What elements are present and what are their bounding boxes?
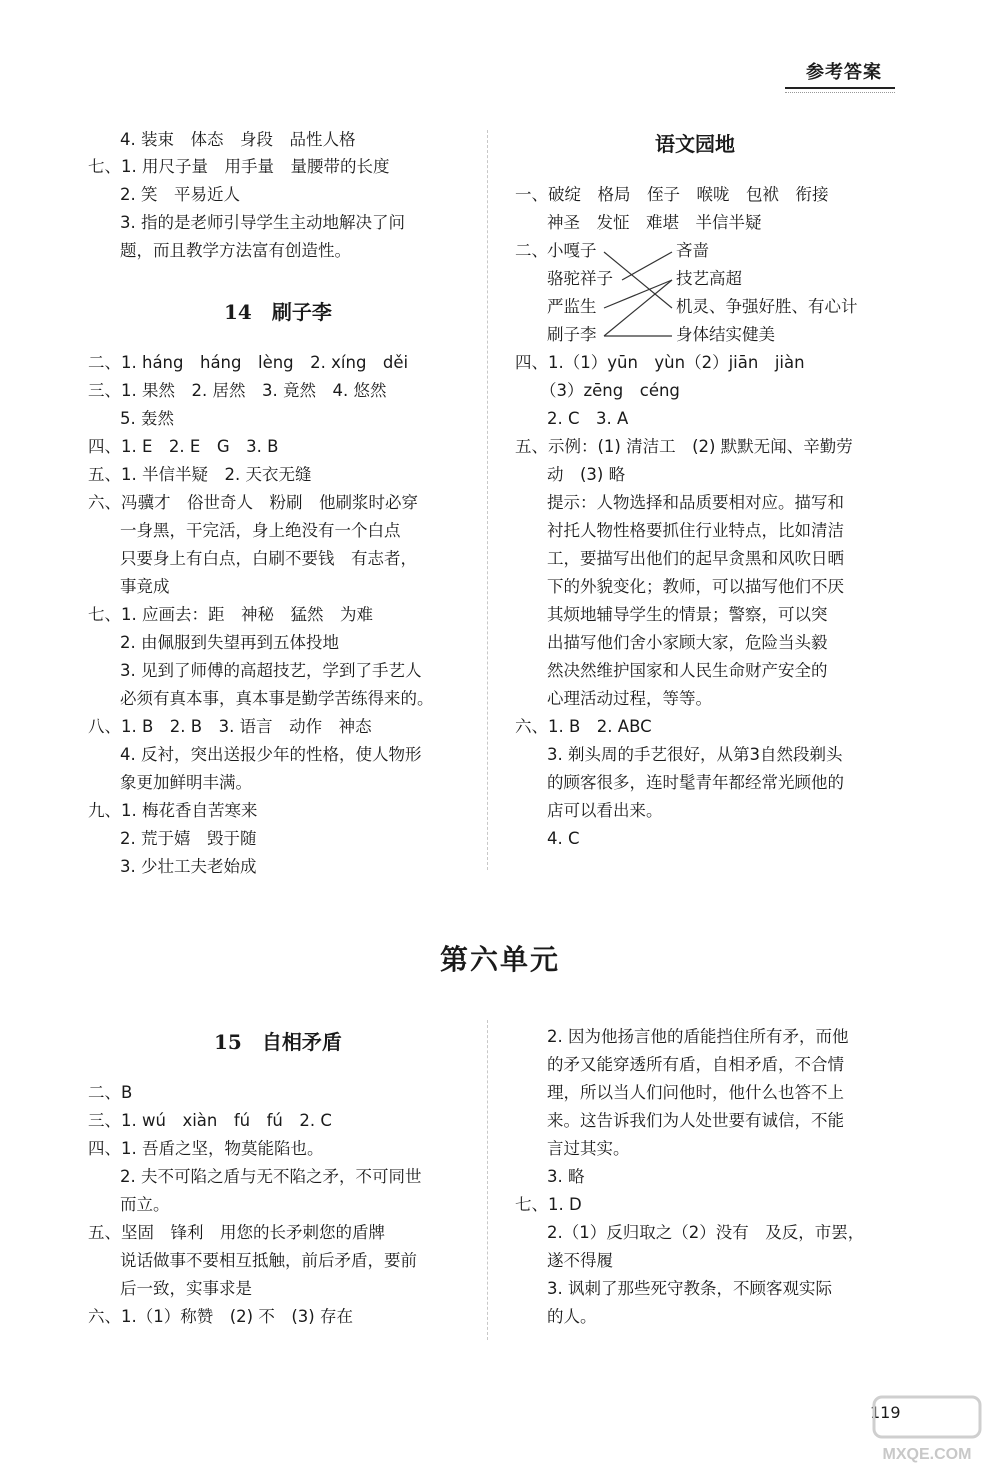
answer-line: 店可以看出来。 bbox=[547, 801, 663, 820]
answer-line: 3. 讽刺了那些死守教条，不顾客观实际 bbox=[547, 1279, 832, 1298]
match-left-item: 小嘎子 bbox=[547, 241, 597, 260]
match-right-item: 技艺高超 bbox=[676, 269, 742, 288]
answer-line: 其烦地辅导学生的情景；警察，可以突 bbox=[547, 605, 828, 624]
answer-line: 四、1.（1）yūn yùn（2）jiān jiàn bbox=[515, 353, 805, 372]
answer-line: 动 (3) 略 bbox=[547, 465, 626, 484]
answer-line: 3. 略 bbox=[547, 1167, 585, 1186]
answer-line: 的顾客很多，连时髦青年都经常光顾他的 bbox=[547, 773, 844, 792]
column-divider-bottom bbox=[487, 1020, 488, 1340]
watermark-text: MXQE.COM bbox=[882, 1446, 972, 1463]
answer-line: 说话做事不要相互抵触，前后矛盾，要前 bbox=[120, 1251, 417, 1270]
answer-line: 4. 装束 体态 身段 品性人格 bbox=[120, 130, 356, 149]
answer-line: 2. 笑 平易近人 bbox=[120, 185, 240, 204]
match-left-item: 严监生 bbox=[547, 297, 597, 316]
answer-line: 遂不得履 bbox=[547, 1251, 613, 1270]
answer-line: 七、1. 用尺子量 用手量 量腰带的长度 bbox=[88, 157, 390, 176]
answer-line: 神圣 发怔 难堪 半信半疑 bbox=[547, 213, 762, 232]
answer-line: 题，而且教学方法富有创造性。 bbox=[120, 241, 351, 260]
answer-line: 工，要描写出他们的起早贪黑和风吹日晒 bbox=[547, 549, 844, 568]
page-number: 119 bbox=[870, 1403, 901, 1422]
answer-line: 八、1. B 2. B 3. 语言 动作 神态 bbox=[88, 717, 372, 736]
answer-line: 2. 由佩服到失望再到五体投地 bbox=[120, 633, 339, 652]
answer-line: 2. 荒于嬉 毁于随 bbox=[120, 829, 257, 848]
answer-line: 下的外貌变化；教师，可以描写他们不厌 bbox=[547, 577, 844, 596]
answer-line: 五、1. 半信半疑 2. 天衣无缝 bbox=[88, 465, 312, 484]
answer-line: 六、1.（1）称赞 (2) 不 (3) 存在 bbox=[88, 1307, 353, 1326]
answer-line: 2. 因为他扬言他的盾能挡住所有矛，而他 bbox=[547, 1027, 849, 1046]
match-line bbox=[622, 252, 672, 280]
match-right-item: 机灵、争强好胜、有心计 bbox=[676, 297, 858, 316]
answer-line: 来。这告诉我们为人处世要有诚信，不能 bbox=[547, 1111, 844, 1130]
answer-line: 2. 夫不可陷之盾与无不陷之矛，不可同世 bbox=[120, 1167, 422, 1186]
matching-lines bbox=[0, 0, 1000, 400]
answer-line: 而立。 bbox=[120, 1195, 170, 1214]
yuwen-title: 语文园地 bbox=[655, 132, 735, 156]
answer-line: 五、示例：(1) 清洁工 (2) 默默无闻、辛勤劳 bbox=[515, 437, 853, 456]
match-prefix: 二、 bbox=[515, 241, 548, 260]
answer-line: 事竟成 bbox=[120, 577, 170, 596]
answer-line: 七、1. 应画去：距 神秘 猛然 为难 bbox=[88, 605, 373, 624]
match-right-item: 身体结实健美 bbox=[676, 325, 775, 344]
answer-line: 2. C 3. A bbox=[547, 409, 629, 428]
match-line bbox=[604, 280, 672, 336]
answer-line: 二、1. háng háng lèng 2. xíng děi bbox=[88, 353, 409, 372]
match-left-item: 骆驼祥子 bbox=[547, 269, 613, 288]
answer-line: 三、1. 果然 2. 居然 3. 竟然 4. 悠然 bbox=[88, 381, 387, 400]
lesson14-title: 14 刷子李 bbox=[224, 300, 332, 324]
answer-line: 四、1. E 2. E G 3. B bbox=[88, 437, 279, 456]
answer-line: 一身黑，干完活，身上绝没有一个白点 bbox=[120, 521, 401, 540]
header-label: 参考答案 bbox=[806, 62, 882, 83]
answer-line: 然决然维护国家和人民生命财产安全的 bbox=[547, 661, 828, 680]
answer-line: 七、1. D bbox=[515, 1195, 582, 1214]
answer-line: 心理活动过程，等等。 bbox=[547, 689, 712, 708]
answer-line: 九、1. 梅花香自苦寒来 bbox=[88, 801, 258, 820]
answer-line: 六、1. B 2. ABC bbox=[515, 717, 652, 736]
answer-line: 4. 反衬，突出送报少年的性格，使人物形 bbox=[120, 745, 422, 764]
watermark-logo bbox=[872, 1395, 982, 1465]
answer-line: 二、B bbox=[88, 1083, 133, 1102]
answer-line: 的矛又能穿透所有盾，自相矛盾，不合情 bbox=[547, 1055, 844, 1074]
answer-line: 2.（1）反归取之（2）没有 及反，市罢， bbox=[547, 1223, 865, 1242]
answer-line: 提示：人物选择和品质要相对应。描写和 bbox=[547, 493, 844, 512]
unit-title: 第六单元 bbox=[439, 943, 560, 976]
lesson15-title: 15 自相矛盾 bbox=[214, 1030, 342, 1054]
answer-line: 象更加鲜明丰满。 bbox=[120, 773, 252, 792]
match-left-item: 刷子李 bbox=[547, 325, 597, 344]
answer-line: 一、破绽 格局 侄子 喉咙 包袱 衔接 bbox=[515, 185, 829, 204]
answer-line: 衬托人物性格要抓住行业特点，比如清洁 bbox=[547, 521, 844, 540]
answer-line: 的人。 bbox=[547, 1307, 597, 1326]
answer-line: 理，所以当人们问他时，他什么也答不上 bbox=[547, 1083, 844, 1102]
answer-line: 后一致，实事求是 bbox=[120, 1279, 252, 1298]
answer-line: 五、坚固 锋利 用您的长矛刺您的盾牌 bbox=[88, 1223, 385, 1242]
match-line bbox=[604, 252, 672, 308]
answer-line: 只要身上有白点，白刷不要钱 有志者， bbox=[120, 549, 417, 568]
match-line bbox=[604, 280, 672, 308]
answer-line: 三、1. wú xiàn fú fú 2. C bbox=[88, 1111, 332, 1130]
answer-line: 六、冯骥才 俗世奇人 粉刷 他刷浆时必穿 bbox=[88, 493, 418, 512]
answer-line: 四、1. 吾盾之坚，物莫能陷也。 bbox=[88, 1139, 324, 1158]
answer-line: 言过其实。 bbox=[547, 1139, 630, 1158]
answer-line: 3. 剃头周的手艺很好，从第3自然段剃头 bbox=[547, 745, 843, 764]
answer-line: 4. C bbox=[547, 829, 580, 848]
answer-line: 3. 指的是老师引导学生主动地解决了问 bbox=[120, 213, 405, 232]
answer-line: 3. 见到了师傅的高超技艺，学到了手艺人 bbox=[120, 661, 422, 680]
answer-line: 3. 少壮工夫老始成 bbox=[120, 857, 257, 876]
answer-line: 5. 轰然 bbox=[120, 409, 174, 428]
answer-line: （3）zēng céng bbox=[540, 381, 680, 400]
answer-line: 必须有真本事，真本事是勤学苦练得来的。 bbox=[120, 689, 434, 708]
answer-line: 出描写他们舍小家顾大家，危险当头毅 bbox=[547, 633, 828, 652]
match-right-item: 吝啬 bbox=[676, 241, 709, 260]
